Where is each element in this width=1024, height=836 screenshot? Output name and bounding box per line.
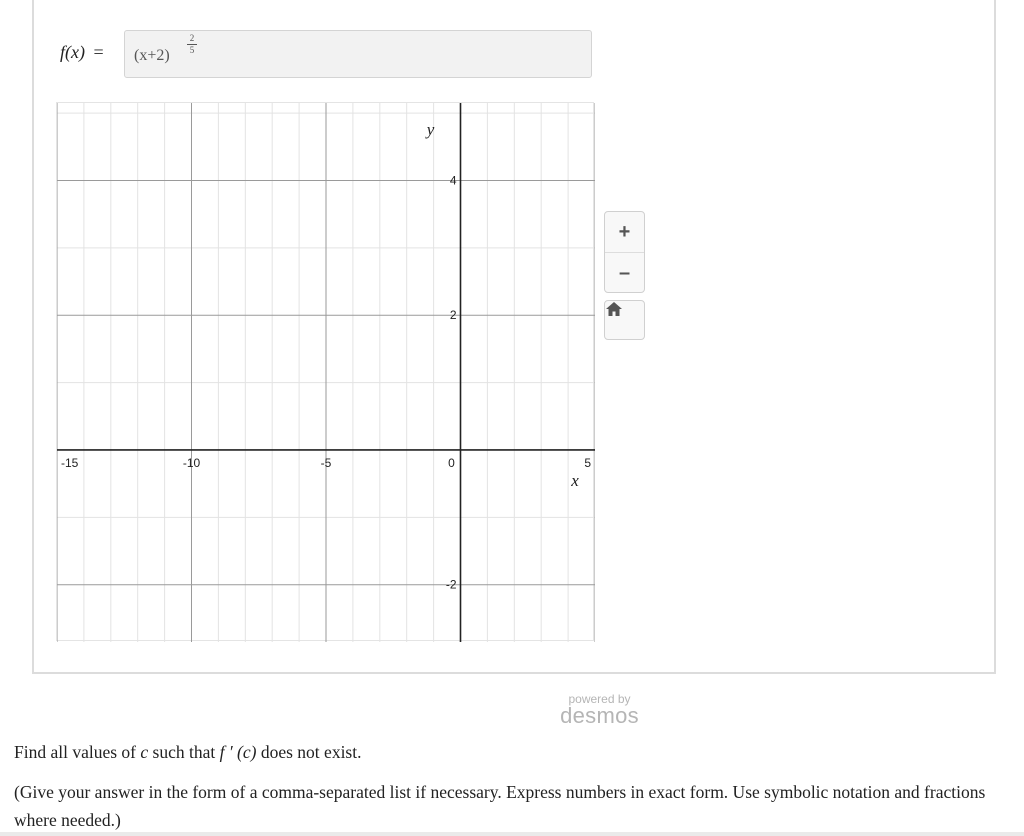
question-line-1 (14, 740, 1019, 764)
x-tick-label: 5 (584, 455, 591, 470)
function-exponent (187, 34, 197, 55)
question-derivative: f ′ (c) (219, 742, 257, 762)
desmos-branding[interactable] (557, 693, 642, 727)
question-text (14, 740, 1019, 834)
x-axis-label: x (571, 470, 579, 490)
exponent-numerator: 2 (189, 33, 195, 43)
function-name: f(x) (60, 42, 85, 62)
home-icon (605, 301, 623, 317)
question-end: does not exist. (260, 742, 362, 762)
y-axis-label: y (426, 120, 435, 139)
question-instructions: (Give your answer in the form of a comma-separated list if necessary. Express numbers in exact form. Use symbolic notation and fractions where needed.) (14, 782, 986, 830)
question-intro: Find all values of (14, 742, 136, 762)
graph-area[interactable] (56, 102, 639, 728)
zoom-controls (604, 211, 645, 293)
y-tick-label: 2 (449, 308, 457, 323)
question-condition: such that (152, 742, 216, 762)
y-tick-label: 4 (449, 173, 457, 188)
x-tick-label: -5 (320, 455, 332, 470)
x-tick-label: -10 (182, 455, 201, 470)
x-tick-label: -15 (61, 455, 79, 470)
function-input[interactable] (124, 30, 592, 78)
powered-by-text: powered by (568, 692, 631, 706)
graph-canvas[interactable] (57, 103, 595, 642)
y-tick-label: -2 (445, 577, 457, 592)
x-tick-label: 0 (448, 455, 455, 470)
zoom-in-button[interactable]: + (605, 212, 644, 253)
exponent-denominator: 5 (189, 45, 195, 55)
desmos-logo: desmos (560, 703, 639, 728)
zoom-out-button[interactable]: – (618, 261, 631, 284)
bottom-edge (0, 832, 1024, 836)
question-variable: c (140, 742, 149, 762)
equals-sign: = (93, 42, 104, 62)
function-expression-base: (x+2) (134, 47, 170, 64)
home-button[interactable] (604, 300, 645, 340)
function-label (60, 42, 104, 63)
